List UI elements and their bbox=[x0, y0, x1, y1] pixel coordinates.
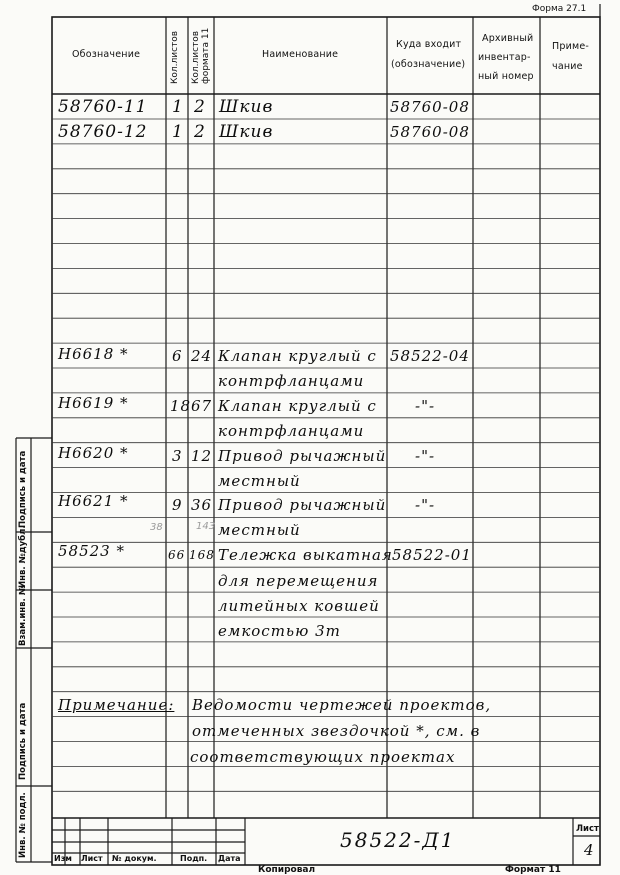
row-2-designation: 58760-12 bbox=[58, 122, 148, 142]
row-2-sheets-a4: 2 bbox=[194, 122, 206, 142]
row-1-sheets-a4: 2 bbox=[194, 97, 206, 117]
row-1-where-used: 58760-08 bbox=[390, 98, 470, 116]
row-5-where-used: -"- bbox=[415, 447, 436, 465]
row-4-sheets: 18 bbox=[170, 397, 192, 415]
row-1-name: Шкив bbox=[219, 97, 274, 117]
stamp-doc-no: № докум. bbox=[112, 854, 157, 863]
row-7-name-2: для перемещения bbox=[218, 572, 379, 590]
document-code: 58522-Д1 bbox=[340, 828, 456, 852]
row-6-designation: Н6621 * bbox=[58, 492, 129, 510]
row-1-sheets: 1 bbox=[172, 97, 184, 117]
footer-format: Формат 11 bbox=[505, 865, 561, 875]
row-7-name-4: емкостью 3т bbox=[218, 622, 341, 640]
stamp-sheet: Лист bbox=[81, 854, 103, 863]
stamp-sign: Подп. bbox=[180, 854, 208, 863]
row-2-where-used: 58760-08 bbox=[390, 123, 470, 141]
note-label: Примечание: bbox=[58, 696, 175, 714]
side-inv-dup: Инв. №дубл. bbox=[18, 525, 28, 588]
row-4-name: Клапан круглый с bbox=[218, 397, 377, 415]
row-6-where-used: -"- bbox=[415, 496, 436, 514]
pencil-note-a: 38 bbox=[150, 522, 163, 533]
row-3-sheets-a4: 24 bbox=[191, 347, 213, 365]
header-archive-2: инвентар- bbox=[478, 52, 531, 63]
row-3-where-used: 58522-04 bbox=[390, 347, 470, 365]
row-5-sheets: 3 bbox=[172, 447, 183, 465]
header-name: Наименование bbox=[262, 49, 339, 60]
header-note-2: чание bbox=[552, 61, 583, 72]
row-5-name-2: местный bbox=[218, 472, 301, 490]
note-line-3: соответствующих проектах bbox=[190, 748, 456, 766]
row-6-name: Привод рычажный bbox=[218, 496, 387, 514]
side-sign-date-2: Подпись и дата bbox=[18, 450, 28, 528]
row-4-sheets-a4: 67 bbox=[191, 397, 213, 415]
side-inv-orig: Инв. № подл. bbox=[18, 792, 28, 858]
row-7-sheets: 66 bbox=[168, 548, 186, 562]
row-7-sheets-a4: 168 bbox=[189, 548, 215, 562]
stamp-sheet-no: 4 bbox=[584, 841, 595, 859]
side-replace-inv: Взам.инв. № bbox=[18, 585, 28, 646]
stamp-sheet-label: Лист bbox=[576, 824, 599, 834]
row-4-name-2: контрфланцами bbox=[218, 422, 365, 440]
row-6-sheets-a4: 36 bbox=[191, 496, 213, 514]
row-2-name: Шкив bbox=[219, 122, 274, 142]
header-sheets-count: Кол.листов bbox=[170, 30, 180, 84]
form-label: Форма 27.1 bbox=[532, 4, 587, 14]
row-3-designation: Н6618 * bbox=[58, 345, 129, 363]
note-line-2: отмеченных звездочкой *, см. в bbox=[192, 722, 481, 740]
header-where-used-1: Куда входит bbox=[396, 39, 462, 50]
row-3-sheets: 6 bbox=[172, 347, 183, 365]
pencil-note-b: 143 bbox=[196, 521, 216, 532]
row-5-sheets-a4: 12 bbox=[191, 447, 213, 465]
header-where-used-2: (обозначение) bbox=[391, 59, 466, 70]
footer-copied: Копировал bbox=[258, 865, 316, 875]
row-7-designation: 58523 * bbox=[58, 542, 125, 560]
header-archive-1: Архивный bbox=[482, 33, 534, 44]
row-5-designation: Н6620 * bbox=[58, 444, 129, 462]
row-7-name: Тележка выкатная bbox=[218, 546, 393, 564]
header-archive-3: ный номер bbox=[478, 71, 534, 82]
row-4-where-used: -"- bbox=[415, 397, 436, 415]
row-1-designation: 58760-11 bbox=[58, 97, 148, 117]
header-sheets-a4-2: формата 11 bbox=[201, 27, 211, 84]
row-6-name-2: местный bbox=[218, 521, 301, 539]
row-7-where-used: 58522-01 bbox=[392, 546, 472, 564]
row-3-name-2: контрфланцами bbox=[218, 372, 365, 390]
row-5-name: Привод рычажный bbox=[218, 447, 387, 465]
header-designation: Обозначение bbox=[72, 49, 141, 60]
note-line-1: Ведомости чертежей проектов, bbox=[192, 696, 492, 714]
stamp-date: Дата bbox=[218, 854, 241, 863]
row-6-sheets: 9 bbox=[172, 496, 183, 514]
header-sheets-a4-1: Кол.листов bbox=[191, 30, 201, 84]
row-4-designation: Н6619 * bbox=[58, 394, 129, 412]
row-2-sheets: 1 bbox=[172, 122, 184, 142]
row-3-name: Клапан круглый с bbox=[218, 347, 377, 365]
stamp-change: Изм bbox=[54, 854, 72, 863]
header-note-1: Приме- bbox=[552, 41, 589, 52]
side-sign-date-1: Подпись и дата bbox=[18, 702, 28, 780]
row-7-name-3: литейных ковшей bbox=[218, 597, 380, 615]
